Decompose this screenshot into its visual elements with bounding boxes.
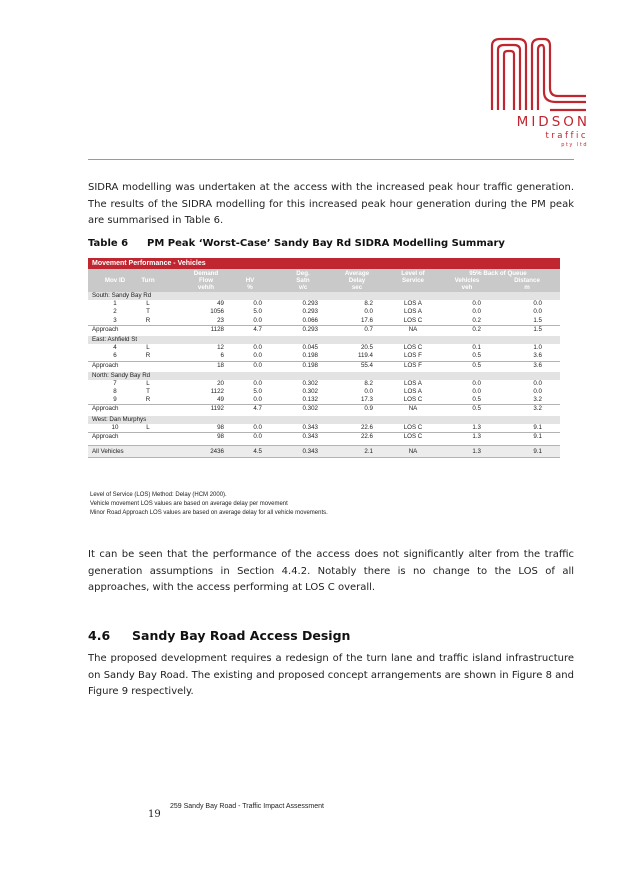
table-row: [88, 317, 560, 325]
approach-row: [88, 361, 560, 370]
cell-distance: 3.2: [533, 396, 542, 404]
header-flow-3: veh/h: [197, 284, 215, 291]
table-row: [88, 388, 560, 396]
note-line: Level of Service (LOS) Method: Delay (HCM 2000).: [90, 492, 227, 498]
table-banner: Movement Performance - Vehicles: [88, 258, 560, 269]
intro-paragraph: SIDRA modelling was undertaken at the access with the increased peak hour traffic generation. The results of the SIDRA modelling for this increased peak hour generation during the PM peak are summarised in Table 6.: [88, 182, 574, 226]
cell-flow: 18: [217, 361, 224, 369]
table-row: [88, 396, 560, 404]
cell-mov: 2: [113, 308, 117, 316]
cell-delay: 22.6: [360, 433, 373, 440]
header-mov-id: Mov ID: [104, 277, 126, 284]
cell-mov: 6: [113, 352, 117, 360]
group-label: East: Ashfield St: [92, 335, 138, 343]
footer-document-title: 259 Sandy Bay Road - Traffic Impact Assessment: [170, 803, 324, 810]
performance-paragraph: It can be seen that the performance of the access does not significantly alter from the traffic generation assumptions in Section 4.4.2. Notably there is no change to the LOS of all approaches, with the access performing at LOS C overall.: [88, 549, 574, 593]
cell-vehicles: 0.0: [472, 308, 481, 316]
cell-delay: 0.7: [364, 325, 373, 333]
cell-mov: 7: [113, 379, 117, 387]
header-divider: [88, 159, 574, 160]
cell-los: LOS F: [404, 361, 422, 369]
cell-hv: 5.0: [253, 388, 262, 396]
cell-flow: 1128: [210, 325, 224, 333]
header-sat-1: Deg.: [296, 270, 310, 277]
cell-flow: 20: [217, 379, 224, 387]
header-sat-3: v/c: [298, 284, 308, 291]
table-row: [88, 352, 560, 360]
header-hv-2: %: [247, 284, 253, 291]
header-turn: Turn: [141, 277, 155, 284]
cell-flow: 98: [217, 423, 224, 431]
cell-mov: 1: [113, 300, 117, 308]
group-row: [88, 372, 560, 380]
cell-approach-label: Approach: [92, 433, 119, 440]
cell-delay: 55.4: [360, 361, 373, 369]
header-delay-2: Delay: [348, 277, 366, 284]
cell-turn: L: [146, 423, 150, 431]
cell-hv: 0.0: [253, 344, 262, 352]
header-vehicles-2: veh: [461, 284, 473, 291]
cell-flow: 49: [217, 396, 224, 404]
table-caption: [88, 238, 505, 249]
cell-delay: 8.2: [364, 300, 373, 308]
header-los-2: Service: [401, 277, 425, 284]
note-line: Vehicle movement LOS values are based on average delay per movement: [90, 500, 288, 507]
header-hv-1: HV: [245, 277, 255, 284]
cell-sat: 0.302: [302, 379, 318, 387]
table-row: [88, 344, 560, 352]
cell-turn: T: [146, 388, 150, 396]
cell-vehicles: 1.3: [472, 423, 481, 431]
cell-los: LOS A: [404, 388, 422, 396]
cell-vehicles: 0.0: [472, 379, 481, 387]
group-label: South: Sandy Bay Rd: [92, 292, 152, 299]
cell-los: NA: [408, 448, 418, 456]
cell-vehicles: 0.5: [472, 396, 481, 404]
header-delay-3: sec: [351, 284, 363, 291]
cell-turn: L: [146, 344, 150, 352]
table-row: [88, 380, 560, 388]
cell-sat: 0.293: [302, 308, 318, 316]
cell-sat: 0.132: [302, 396, 318, 404]
cell-delay: 0.9: [364, 405, 373, 413]
table-row: [88, 308, 560, 316]
cell-sat: 0.045: [302, 344, 318, 352]
cell-vehicles: 0.5: [472, 405, 481, 413]
cell-distance: 9.1: [533, 433, 542, 440]
cell-hv: 0.0: [253, 433, 262, 440]
cell-distance: 1.5: [533, 325, 542, 333]
cell-los: LOS F: [404, 352, 422, 360]
table-header: [88, 269, 560, 292]
header-los-1: Level of: [401, 270, 425, 277]
cell-flow: 1122: [210, 388, 224, 396]
sidra-table: [88, 258, 560, 458]
cell-hv: 4.7: [253, 405, 262, 413]
cell-sat: 0.302: [302, 405, 318, 413]
cell-all-vehicles-label: All Vehicles: [92, 448, 124, 456]
cell-approach-label: Approach: [92, 325, 119, 333]
cell-vehicles: 0.5: [472, 352, 481, 360]
midson-logo: [484, 36, 594, 151]
cell-sat: 0.066: [302, 316, 318, 324]
note-line: Minor Road Approach LOS values are based on average delay for all vehicle movements.: [90, 509, 328, 516]
header-sat-2: Satn: [296, 277, 310, 284]
cell-distance: 0.0: [533, 300, 542, 308]
cell-distance: 0.0: [533, 379, 542, 387]
cell-turn: R: [145, 316, 151, 324]
cell-los: NA: [408, 325, 418, 333]
cell-vehicles: 0.1: [472, 344, 481, 352]
cell-mov: 10: [111, 423, 119, 431]
group-label: West: Dan Murphys: [92, 415, 147, 423]
cell-flow: 12: [217, 344, 224, 352]
cell-approach-label: Approach: [92, 405, 119, 413]
page-number: 19: [148, 809, 161, 820]
section-title: Sandy Bay Road Access Design: [132, 628, 351, 643]
section-heading: [88, 628, 350, 643]
cell-flow: 23: [217, 316, 224, 324]
cell-delay: 17.3: [360, 396, 373, 404]
cell-hv: 0.0: [253, 316, 262, 324]
cell-hv: 0.0: [253, 396, 262, 404]
cell-hv: 0.0: [253, 300, 262, 308]
cell-hv: 0.0: [253, 352, 262, 360]
cell-vehicles: 0.5: [472, 361, 481, 369]
logo-brand-name: MIDSON: [516, 114, 590, 130]
cell-distance: 3.6: [533, 352, 542, 360]
cell-sat: 0.293: [302, 325, 318, 333]
cell-flow: 2436: [210, 448, 224, 456]
header-flow-1: Demand: [193, 270, 219, 277]
cell-hv: 0.0: [253, 379, 262, 387]
cell-sat: 0.343: [302, 433, 318, 440]
cell-sat: 0.198: [302, 361, 318, 369]
cell-turn: R: [145, 352, 151, 360]
cell-hv: 0.0: [253, 423, 262, 431]
cell-sat: 0.343: [302, 448, 318, 456]
cell-hv: 4.5: [253, 448, 262, 456]
section-number: 4.6: [88, 628, 111, 643]
all-vehicles-row: [88, 445, 560, 458]
cell-flow: 1056: [210, 308, 224, 316]
cell-los: LOS C: [403, 344, 423, 352]
midson-logo-mark: [488, 36, 588, 112]
cell-turn: T: [146, 308, 150, 316]
cell-mov: 3: [113, 316, 117, 324]
header-distance-2: m: [524, 284, 530, 291]
logo-subtitle-small: pty ltd: [561, 142, 588, 148]
approach-row: [88, 325, 560, 334]
cell-delay: 20.5: [360, 344, 373, 352]
cell-los: LOS C: [403, 433, 423, 440]
cell-mov: 8: [113, 388, 117, 396]
header-delay-1: Average: [344, 270, 370, 277]
cell-los: LOS C: [403, 423, 423, 431]
cell-hv: 0.0: [253, 361, 262, 369]
header-distance-1: Distance: [514, 277, 540, 284]
cell-los: LOS A: [404, 379, 422, 387]
cell-distance: 0.0: [533, 388, 542, 396]
cell-distance: 1.5: [533, 316, 542, 324]
cell-delay: 2.1: [364, 448, 373, 456]
cell-hv: 5.0: [253, 308, 262, 316]
table-row: [88, 424, 560, 432]
cell-turn: L: [146, 300, 150, 308]
cell-delay: 119.4: [357, 352, 373, 360]
table-row: [88, 300, 560, 308]
cell-delay: 8.2: [364, 379, 373, 387]
cell-mov: 9: [113, 396, 117, 404]
cell-flow: 6: [220, 352, 224, 360]
cell-mov: 4: [113, 344, 117, 352]
cell-delay: 17.6: [360, 316, 373, 324]
cell-hv: 4.7: [253, 325, 262, 333]
cell-flow: 49: [217, 300, 224, 308]
cell-vehicles: 0.2: [472, 325, 481, 333]
table-title: PM Peak ‘Worst-Case’ Sandy Bay Rd SIDRA Modelling Summary: [147, 238, 505, 249]
table-number: Table 6: [88, 238, 129, 249]
approach-row: [88, 432, 560, 441]
cell-los: LOS C: [403, 396, 423, 404]
access-design-paragraph: The proposed development requires a redesign of the turn lane and traffic island infrastructure on Sandy Bay Road. The existing and proposed concept arrangements are shown in Figure 8 and Figure 9 respectively.: [88, 653, 574, 697]
cell-los: NA: [408, 405, 418, 413]
cell-flow: 1192: [210, 405, 224, 413]
header-vehicles-1: Vehicles: [454, 277, 480, 284]
header-flow-2: Flow: [198, 277, 214, 284]
group-row: [88, 292, 560, 300]
cell-distance: 9.1: [533, 423, 542, 431]
cell-approach-label: Approach: [92, 361, 119, 369]
cell-sat: 0.198: [302, 352, 318, 360]
approach-row: [88, 404, 560, 413]
cell-vehicles: 0.0: [472, 388, 481, 396]
cell-delay: 22.6: [360, 423, 373, 431]
cell-distance: 9.1: [533, 448, 542, 456]
cell-vehicles: 0.2: [472, 316, 481, 324]
cell-los: LOS A: [404, 300, 422, 308]
cell-vehicles: 1.3: [472, 448, 481, 456]
cell-los: LOS C: [403, 316, 423, 324]
cell-vehicles: 1.3: [472, 433, 481, 440]
group-row: [88, 416, 560, 424]
cell-distance: 3.6: [533, 361, 542, 369]
logo-subtitle: traffic: [545, 131, 588, 141]
group-row: [88, 336, 560, 344]
cell-distance: 1.0: [533, 344, 542, 352]
cell-flow: 98: [217, 433, 224, 440]
cell-turn: R: [145, 396, 151, 404]
cell-sat: 0.343: [302, 423, 318, 431]
cell-distance: 0.0: [533, 308, 542, 316]
cell-los: LOS A: [404, 308, 422, 316]
cell-delay: 0.0: [364, 388, 373, 396]
cell-turn: L: [146, 379, 150, 387]
header-queue-title: 95% Back of Queue: [469, 270, 527, 277]
cell-vehicles: 0.0: [472, 300, 481, 308]
cell-distance: 3.2: [533, 405, 542, 413]
cell-delay: 0.0: [364, 308, 373, 316]
table-notes: [90, 491, 328, 517]
group-label: North: Sandy Bay Rd: [92, 371, 151, 379]
cell-sat: 0.302: [302, 388, 318, 396]
cell-sat: 0.293: [302, 300, 318, 308]
